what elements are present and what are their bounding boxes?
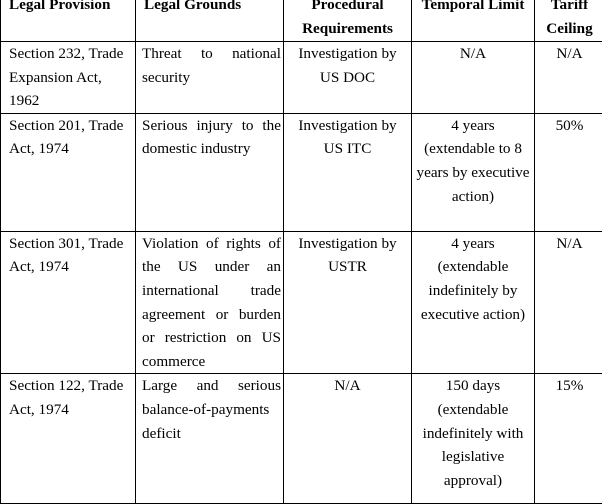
cell-ceiling: 50% [535, 113, 602, 231]
header-tariff-ceiling: Tariff Ceiling [535, 0, 602, 42]
table-row [1, 231, 602, 374]
table-header-row [1, 0, 602, 42]
cell-grounds: Threat to national security [136, 42, 284, 114]
header-legal-provision: Legal Provision [1, 0, 136, 42]
cell-ceiling: N/A [535, 231, 602, 374]
cell-temporal: 4 years (extendable indefinitely by executive action) [412, 231, 535, 374]
cell-provision: Section 201, Trade Act, 1974 [1, 113, 136, 231]
cell-procedure: Investigation by USTR [284, 231, 412, 374]
cell-provision: Section 232, Trade Expansion Act, 1962 [1, 42, 136, 114]
header-procedural-requirements: Procedural Requirements [284, 0, 412, 42]
cell-temporal: 150 days (extendable indefinitely with legislative approval) [412, 374, 535, 504]
cell-ceiling: N/A [535, 42, 602, 114]
cell-grounds: Serious injury to the domestic industry [136, 113, 284, 231]
table-row [1, 374, 602, 504]
cell-procedure: Investigation by US DOC [284, 42, 412, 114]
cell-temporal: N/A [412, 42, 535, 114]
cell-temporal: 4 years (extendable to 8 years by executive action) [412, 113, 535, 231]
cell-procedure: Investigation by US ITC [284, 113, 412, 231]
cell-grounds: Violation of rights of the US under an international trade agreement or burden or restriction on US commerce [136, 231, 284, 374]
cell-provision: Section 122, Trade Act, 1974 [1, 374, 136, 504]
cell-ceiling: 15% [535, 374, 602, 504]
cell-grounds: Large and serious balance-of-payments deficit [136, 374, 284, 504]
cell-provision: Section 301, Trade Act, 1974 [1, 231, 136, 374]
table-row [1, 113, 602, 231]
header-legal-grounds: Legal Grounds [136, 0, 284, 42]
cell-procedure: N/A [284, 374, 412, 504]
header-temporal-limit: Temporal Limit [412, 0, 535, 42]
table-row [1, 42, 602, 114]
